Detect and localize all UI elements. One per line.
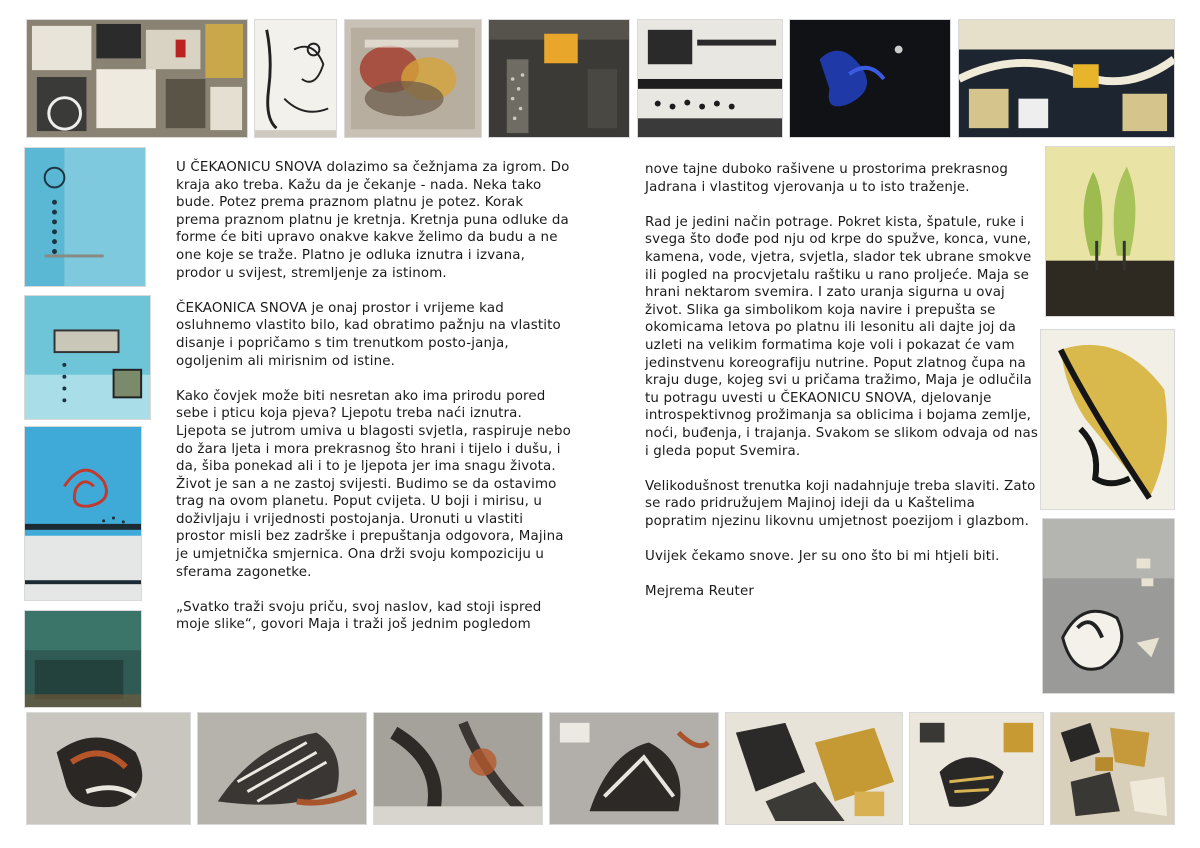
- article-right-column: [645, 161, 1040, 618]
- painting-top-7: [958, 19, 1175, 138]
- paragraph: U ČEKAONICU SNOVA dolazimo sa čežnjama za igrom. Do kraja ako treba. Kažu da je čekanje - nada. Neka tako bude. Potez prema praznom platnu je potez. Korak prema praznom platnu je kretnja. Kretnja puna odluke da forme će biti upravo onakve kakve želimo da budu a ne one koje se traže. Platno je odluka iznutra i izvana, prodor u svijest, stremljenje za istinom.: [176, 160, 570, 281]
- painting-right-2: [1040, 329, 1175, 510]
- paragraph: Rad je jedini način potrage. Pokret kista, špatule, ruke i svega što dođe pod nju od krpe do spužve, konca, vune, kamena, vode, vjetra, svjetla, slador tek ubrane smokve ili pogled na procvjetalu raštiku u rano proljeće. Maja se hrani nektarom svemira. I zato uranja sigurna u ovaj život. Slika ga simbolikom koja navire i prepušta se okomicama letova po platnu ili lesonitu ali dajte joj da uzleti na velikim formatima koje voli i pokazat će vam jedinstvenu koreografiju nutrine. Poput zlatnog čupa na kraju duge, kojeg svi u pričama tražimo, Maja je odlučila tu potragu uvesti u ČEKAONICU SNOVA, djelovanje introspektivnog prožimanja sa oblicima i bojama zemlje, noći, buđenja, i trajanja. Svakom se slikom odvaja od nas i gleda poput Svemira.: [645, 214, 1038, 459]
- paragraph: Velikodušnost trenutka koji nadahnjuje treba slaviti. Zato se rado pridružujem Majinoj ideji da u Kaštelima popratim njezinu likovnu umjetnost poezijom i glazbom.: [645, 478, 1036, 529]
- painting-bottom-1: [26, 712, 191, 825]
- paragraph: Uvijek čekamo snove. Jer su ono što bi mi htjeli biti.: [645, 549, 1000, 565]
- painting-right-1: [1045, 146, 1175, 317]
- painting-top-4: [488, 19, 630, 138]
- paragraph: nove tajne duboko rašivene u prostorima prekrasnog Jadrana i vlastitog vjerovanja u to isto traženje.: [645, 162, 1009, 195]
- painting-left-3: [24, 426, 142, 601]
- painting-bottom-2: [197, 712, 367, 825]
- painting-bottom-6: [909, 712, 1044, 825]
- painting-left-4: [24, 610, 142, 708]
- painting-left-1: [24, 147, 146, 287]
- article-left-column: [176, 159, 571, 652]
- painting-right-3: [1042, 518, 1175, 694]
- painting-top-5: [637, 19, 783, 138]
- paragraph: ČEKAONICA SNOVA je onaj prostor i vrijeme kad osluhnemo vlastito bilo, kad obratimo pažnju na vlastito disanje i popričamo s tim trenutkom posto-janja, ogoljenim ali mirisnim od istine.: [176, 300, 561, 369]
- painting-top-6: [789, 19, 951, 138]
- painting-left-2: [24, 295, 151, 420]
- painting-bottom-3: [373, 712, 543, 825]
- paragraph: „Svatko traži svoju priču, svoj naslov, kad stoji ispred moje slike“, govori Maja i traži još jednim pogledom: [176, 599, 542, 633]
- painting-top-1: [26, 19, 248, 138]
- painting-bottom-4: [549, 712, 719, 825]
- painting-bottom-7: [1050, 712, 1175, 825]
- paragraph: Kako čovjek može biti nesretan ako ima prirodu pored sebe i pticu koja pjeva? Ljepotu treba naći iznutra. Ljepota se jutrom umiva u blagosti svjetla, raspiruje nebo do žara ljeta i mora prekrasnog što hrani i tijelo i dušu, i da, šiba ponekad ali i to je ljepota jer ima snagu života. Život je san a ne zastoj svijesti. Budimo se da ostavimo trag na ovom planetu. Poput cvijeta. U boji i mirisu, u doživljaju i vrijednosti postojanja. Uronuti u vlastiti prostor misli bez zadrške i prepuštanja odgovora, Majina je umjetnička smjernica. Ona drži svoju kompoziciju u sferama zagonetke.: [176, 388, 571, 580]
- painting-bottom-5: [725, 712, 903, 825]
- painting-top-3: [344, 19, 482, 138]
- painting-top-2: [254, 19, 337, 138]
- author-signature: Mejrema Reuter: [645, 584, 754, 600]
